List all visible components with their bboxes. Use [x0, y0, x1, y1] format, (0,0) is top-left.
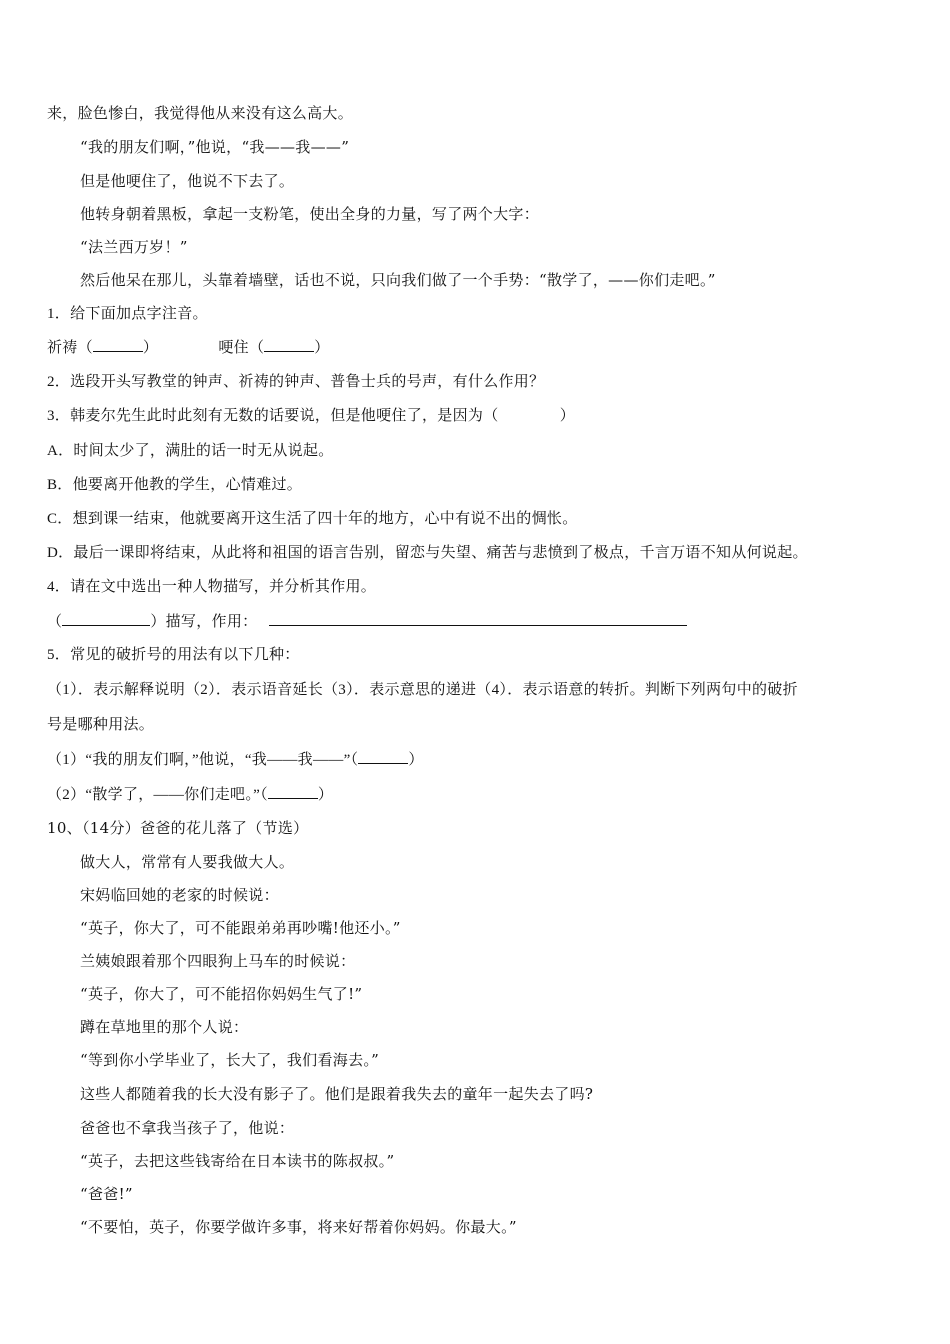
passage1-paragraph: 然后他呆在那儿，头靠着墙壁，话也不说，只向我们做了一个手势：“散学了，——你们走吧。”	[80, 271, 716, 289]
q1-word1-label: 祈祷（	[47, 340, 93, 356]
passage1-paragraph: 他转身朝着黑板，拿起一支粉笔，使出全身的力量，写了两个大字：	[80, 205, 540, 223]
passage1-paragraph: “我的朋友们啊，”他说，“我——我——”	[80, 138, 350, 156]
question-5: 5．常见的破折号的用法有以下几种：	[47, 647, 300, 663]
question-3-option-a: A．时间太少了，满肚的话一时无从说起。	[47, 443, 334, 459]
question-5-sentence-1	[47, 749, 424, 770]
q5-s1-close: ）	[408, 752, 424, 768]
passage2-line: “英子，你大了，可不能跟弟弟再吵嘴!他还小。”	[80, 919, 401, 937]
q5-s1-text: （1）“我的朋友们啊，”他说，“我——我——”（	[47, 752, 359, 768]
question-3-option-d: D．最后一课即将结束，从此将和祖国的语言告别，留恋与失望、痛苦与悲愤到了极点，千言万语不知从何说起。	[47, 545, 808, 561]
passage2-line: 爸爸也不拿我当孩子了，他说：	[80, 1119, 295, 1137]
question-4-fill	[47, 611, 687, 632]
passage2-line: 宋妈临回她的老家的时候说：	[80, 886, 279, 904]
passage2-line: “等到你小学毕业了，长大了，我们看海去。”	[80, 1051, 380, 1069]
question-3-option-c: C．想到课一结束，他就要离开这生活了四十年的地方，心中有说不出的惆怅。	[47, 511, 578, 527]
q5-s2-blank[interactable]	[268, 784, 318, 799]
question-2: 2．选段开头写教堂的钟声、祈祷的钟声、普鲁士兵的号声，有什么作用？	[47, 374, 545, 390]
question-3-option-b: B．他要离开他教的学生，心情难过。	[47, 477, 303, 493]
passage2-line: 做大人，常常有人要我做大人。	[80, 853, 295, 871]
question-5-usage: （1）．表示解释说明（2）．表示语音延长（3）．表示意思的递进（4）．表示语意的转折。判断下列两句中的破折	[47, 682, 798, 698]
q4-open: （	[47, 614, 63, 630]
question-3: 3．韩麦尔先生此时此刻有无数的话要说，但是他哽住了，是因为（ ）	[47, 408, 576, 424]
question-4: 4．请在文中选出一种人物描写，并分析其作用。	[47, 579, 377, 595]
q4-mid-label: ）描写，作用：	[150, 614, 258, 630]
passage2-line: “不要怕，英子，你要学做许多事，将来好帮着你妈妈。你最大。”	[80, 1218, 517, 1236]
question-5-usage-cont: 号是哪种用法。	[47, 717, 155, 733]
q5-s2-close: ）	[317, 787, 334, 803]
q5-s2-text: （2）“散学了，——你们走吧。”（	[47, 787, 268, 803]
passage1-paragraph: “法兰西万岁！”	[80, 238, 188, 256]
q5-s1-blank[interactable]	[358, 749, 408, 764]
q1-word2-close: ）	[314, 340, 330, 356]
q1-word1-blank[interactable]	[93, 337, 143, 352]
passage2-line: “英子，去把这些钱寄给在日本读书的陈叔叔。”	[80, 1152, 395, 1170]
question-1: 1．给下面加点字注音。	[47, 306, 208, 322]
passage2-line: 兰姨娘跟着那个四眼狗上马车的时候说：	[80, 952, 356, 970]
q1-word2-label: 哽住（	[218, 340, 265, 356]
q4-effect-blank[interactable]	[269, 611, 687, 626]
passage2-line: 这些人都随着我的长大没有影子了。他们是跟着我失去的童年一起失去了吗?	[80, 1085, 594, 1103]
q4-type-blank[interactable]	[62, 611, 150, 626]
passage2-heading: 10、（14分）爸爸的花儿落了（节选）	[47, 819, 309, 837]
passage2-line: 蹲在草地里的那个人说：	[80, 1018, 249, 1036]
q1-word1-close: ）	[142, 340, 159, 356]
passage1-paragraph: 来，脸色惨白，我觉得他从来没有这么高大。	[47, 104, 354, 122]
question-5-sentence-2	[47, 784, 333, 805]
passage2-line: “英子，你大了，可不能招你妈妈生气了!”	[80, 985, 363, 1003]
passage1-paragraph: 但是他哽住了，他说不下去了。	[80, 172, 295, 190]
question-1-answers	[47, 337, 330, 358]
q1-word2-blank[interactable]	[264, 337, 314, 352]
passage2-line: “爸爸!”	[80, 1185, 133, 1203]
